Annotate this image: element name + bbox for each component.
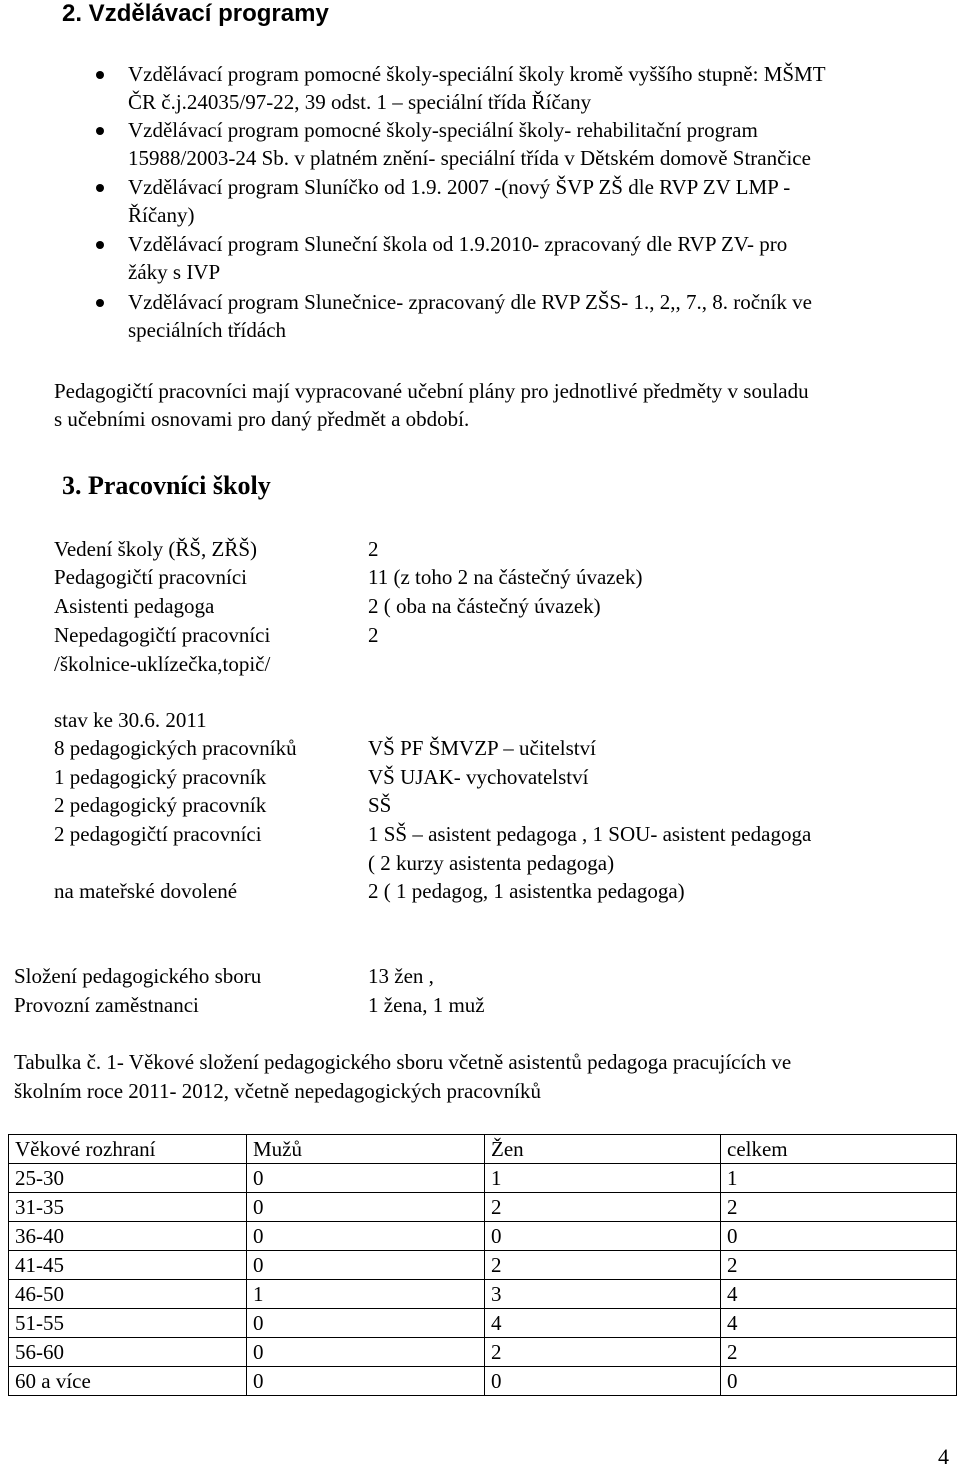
staff-label: Nepedagogičtí pracovníci [54, 623, 271, 647]
qualification-value: SŠ [368, 793, 392, 817]
bullet-icon [96, 184, 104, 192]
table-row [9, 1193, 957, 1222]
staff-label: Asistenti pedagoga [54, 594, 215, 618]
page-number: 4 [938, 1444, 949, 1469]
table-row [9, 1222, 957, 1251]
table-cell: 0 [247, 1309, 485, 1338]
table-cell: 2 [485, 1338, 721, 1367]
table-cell: 0 [721, 1222, 957, 1251]
table-cell: 46-50 [9, 1280, 247, 1309]
date-label: stav ke 30.6. 2011 [54, 708, 207, 732]
table-cell: 2 [721, 1251, 957, 1280]
list-item-line: ČR č.j.24035/97-22, 39 odst. 1 – speciální třída Říčany [128, 90, 592, 114]
table-cell: 2 [721, 1338, 957, 1367]
table-row [9, 1164, 957, 1193]
qualification-value: VŠ UJAK- vychovatelství [368, 765, 589, 789]
qualification-label: na mateřské dovolené [54, 879, 238, 903]
table-header-cell: Žen [485, 1135, 721, 1164]
table-cell: 31-35 [9, 1193, 247, 1222]
list-item-line: Vzdělávací program Slunečnice- zpracovaný dle RVP ZŠS- 1., 2,, 7., 8. ročník ve [128, 290, 812, 314]
bullet-icon [96, 299, 104, 307]
table-row [9, 1367, 957, 1396]
bullet-icon [96, 127, 104, 135]
section-3-heading: 3. Pracovníci školy [62, 471, 271, 500]
list-item-line: Vzdělávací program Sluníčko od 1.9. 2007 -(nový ŠVP ZŠ dle RVP ZV LMP - [128, 175, 791, 199]
table-cell: 56-60 [9, 1338, 247, 1367]
table-cell: 1 [485, 1164, 721, 1193]
table-row [9, 1280, 957, 1309]
table-cell: 0 [247, 1367, 485, 1396]
staff-value: 2 [368, 537, 379, 561]
table-cell: 0 [485, 1222, 721, 1251]
composition-value: 1 žena, 1 muž [368, 993, 485, 1017]
age-table [8, 1134, 957, 1396]
table-cell: 60 a více [9, 1367, 247, 1396]
table-cell: 41-45 [9, 1251, 247, 1280]
paragraph-line: s učebními osnovami pro daný předmět a období. [54, 407, 470, 431]
qualification-value: 1 SŠ – asistent pedagoga , 1 SOU- asistent pedagoga [368, 822, 812, 846]
list-item-line: Vzdělávací program pomocné školy-speciální školy kromě vyššího stupně: MŠMT [128, 62, 826, 86]
list-item-line: 15988/2003-24 Sb. v platném znění- speciální třída v Dětském domově Strančice [128, 146, 811, 170]
table-caption-line: Tabulka č. 1- Věkové složení pedagogického sboru včetně asistentů pedagoga pracujících ve [14, 1050, 792, 1074]
table-cell: 0 [247, 1193, 485, 1222]
table-cell: 2 [485, 1193, 721, 1222]
qualification-label: 2 pedagogický pracovník [54, 793, 267, 817]
qualification-label: 1 pedagogický pracovník [54, 765, 267, 789]
table-cell: 25-30 [9, 1164, 247, 1193]
table-cell: 2 [485, 1251, 721, 1280]
table-cell: 4 [721, 1280, 957, 1309]
qualification-value: 2 ( 1 pedagog, 1 asistentka pedagoga) [368, 879, 685, 903]
table-caption-line: školním roce 2011- 2012, včetně nepedagogických pracovníků [14, 1079, 541, 1103]
table-cell: 0 [247, 1251, 485, 1280]
staff-label: /školnice-uklízečka,topič/ [54, 652, 271, 676]
table-cell: 0 [247, 1222, 485, 1251]
table-header-cell: Mužů [247, 1135, 485, 1164]
staff-label: Pedagogičtí pracovníci [54, 565, 248, 589]
table-cell: 0 [721, 1367, 957, 1396]
table-cell: 0 [485, 1367, 721, 1396]
table-header-cell: celkem [721, 1135, 957, 1164]
list-item-line: speciálních třídách [128, 318, 287, 342]
staff-label: Vedení školy (ŘŠ, ZŘŠ) [54, 537, 258, 561]
paragraph-line: Pedagogičtí pracovníci mají vypracované učební plány pro jednotlivé předměty v souladu [54, 379, 809, 403]
table-cell: 1 [721, 1164, 957, 1193]
table-cell: 3 [485, 1280, 721, 1309]
table-row [9, 1338, 957, 1367]
table-cell: 4 [485, 1309, 721, 1338]
table-row [9, 1309, 957, 1338]
composition-value: 13 žen , [368, 964, 434, 988]
qualification-value: ( 2 kurzy asistenta pedagoga) [368, 851, 615, 875]
table-cell: 0 [247, 1338, 485, 1367]
qualification-label: 8 pedagogických pracovníků [54, 736, 297, 760]
table-cell: 2 [721, 1193, 957, 1222]
table-cell: 51-55 [9, 1309, 247, 1338]
staff-value: 2 [368, 623, 379, 647]
bullet-icon [96, 71, 104, 79]
table-cell: 0 [247, 1164, 485, 1193]
list-item-line: Říčany) [128, 203, 195, 227]
qualification-label: 2 pedagogičtí pracovníci [54, 822, 262, 846]
staff-value: 11 (z toho 2 na částečný úvazek) [368, 565, 643, 589]
list-item-line: žáky s IVP [128, 260, 221, 284]
table-cell: 36-40 [9, 1222, 247, 1251]
list-item-line: Vzdělávací program Sluneční škola od 1.9.2010- zpracovaný dle RVP ZV- pro [128, 232, 788, 256]
table-cell: 4 [721, 1309, 957, 1338]
composition-label: Provozní zaměstnanci [14, 993, 199, 1017]
composition-label: Složení pedagogického sboru [14, 964, 262, 988]
list-item-line: Vzdělávací program pomocné školy-speciální školy- rehabilitační program [128, 118, 758, 142]
qualification-value: VŠ PF ŠMVZP – učitelství [368, 736, 596, 760]
section-2-heading: 2. Vzdělávací programy [62, 0, 329, 27]
bullet-icon [96, 241, 104, 249]
table-header-cell: Věkové rozhraní [9, 1135, 247, 1164]
table-row [9, 1251, 957, 1280]
table-cell: 1 [247, 1280, 485, 1309]
table-header-row [9, 1135, 957, 1164]
staff-value: 2 ( oba na částečný úvazek) [368, 594, 601, 618]
